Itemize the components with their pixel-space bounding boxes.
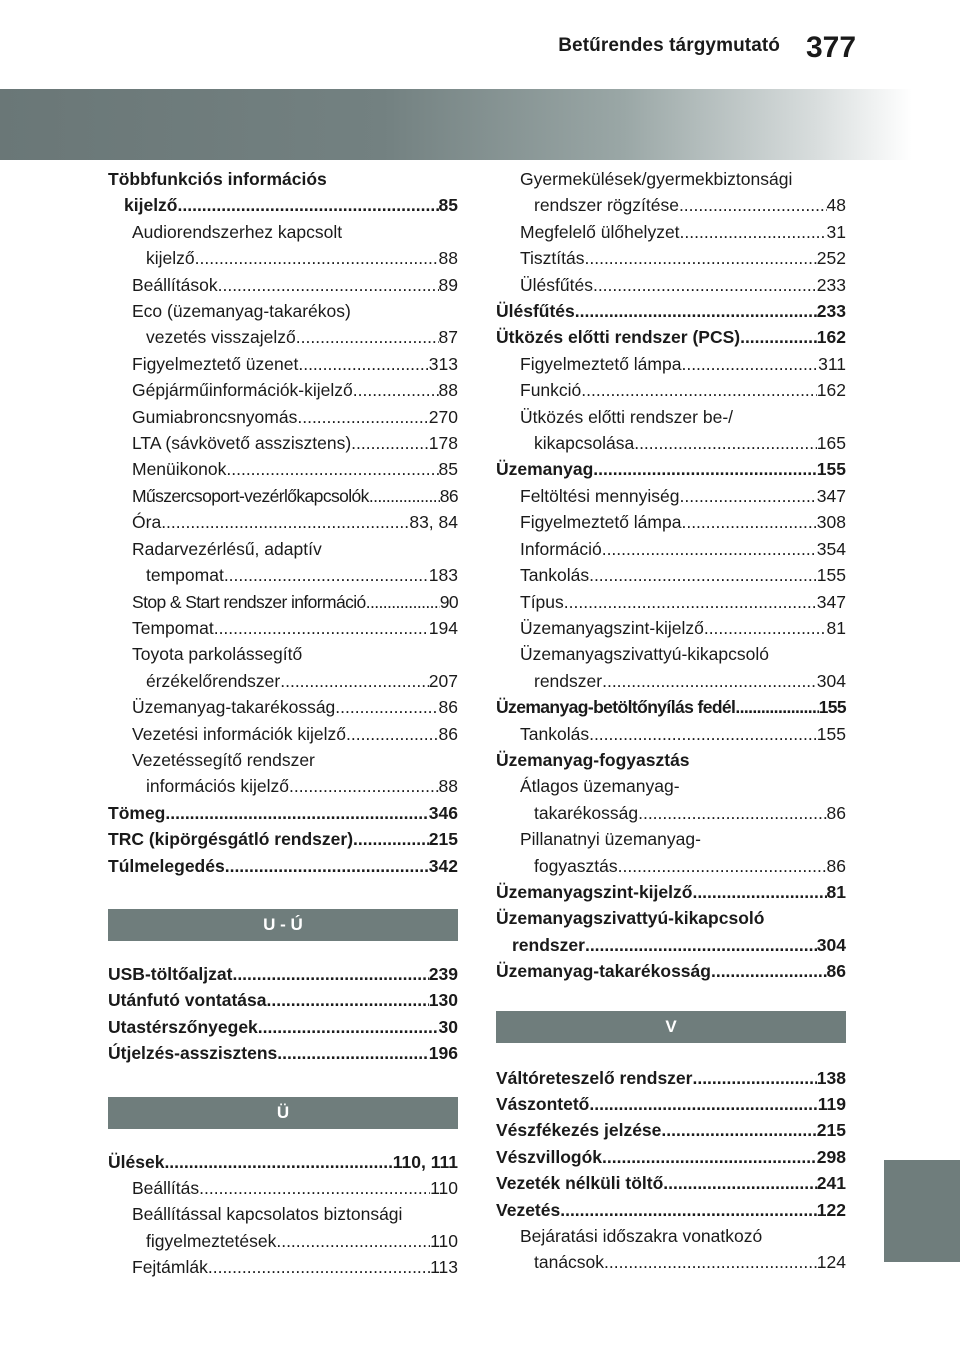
- dot-leader: [214, 615, 429, 641]
- entry-term: információs kijelző: [146, 776, 289, 797]
- entry-page-number: 85: [438, 195, 458, 216]
- entry-term: Üzemanyagszint-kijelző: [496, 881, 693, 902]
- entry-term: USB-töltőaljzat: [108, 963, 233, 984]
- index-entry: [496, 509, 846, 535]
- dot-leader: [602, 1144, 817, 1170]
- dot-leader: [711, 958, 827, 984]
- entry-page-number: 90: [439, 591, 458, 612]
- entry-term: Vezetési információk kijelző: [132, 723, 346, 744]
- index-entry: [496, 721, 846, 747]
- index-group: [108, 166, 458, 879]
- dot-leader: [593, 272, 817, 298]
- section-header-v: V: [496, 1011, 846, 1043]
- entry-term: Menüikonok: [132, 459, 227, 480]
- entry-term: Fejtámlák: [132, 1257, 208, 1278]
- entry-term: Vészvillogók: [496, 1146, 603, 1167]
- dot-leader: [224, 562, 429, 588]
- header-band: [0, 89, 960, 160]
- index-entry: [108, 456, 458, 482]
- entry-page-number: 347: [816, 591, 846, 612]
- entry-term: Gépjárműinformációk-kijelző: [132, 380, 353, 401]
- index-entry: Üzemanyag-fogyasztás: [496, 749, 690, 770]
- entry-page-number: 81: [826, 881, 846, 902]
- entry-term: vezetés visszajelző: [146, 327, 296, 348]
- dot-leader: [593, 456, 817, 482]
- entry-page-number: 30: [438, 1016, 458, 1037]
- dot-leader: [346, 721, 439, 747]
- entry-term: Túlmelegedés: [108, 855, 225, 876]
- dot-leader: [296, 324, 439, 350]
- index-entry: [108, 1040, 458, 1066]
- index-entry: [108, 1149, 458, 1175]
- index-entry: [496, 192, 846, 218]
- index-group: [108, 1149, 458, 1281]
- index-entry: Vezetéssegítő rendszer: [132, 749, 315, 770]
- index-entry: [108, 826, 458, 852]
- index-entry: [108, 483, 458, 509]
- entry-term: Üzemanyag: [496, 459, 594, 480]
- entry-term: Üzemanyag-takarékosság: [132, 697, 336, 718]
- dot-leader: [681, 351, 818, 377]
- dot-leader: [277, 1040, 429, 1066]
- index-entry: [496, 1065, 846, 1091]
- section-header-u: U - Ú: [108, 909, 458, 941]
- entry-term: Tempomat: [132, 617, 214, 638]
- index-entry: [496, 958, 846, 984]
- index-entry: [496, 1091, 846, 1117]
- dot-leader: [634, 430, 817, 456]
- index-group: [496, 1065, 846, 1276]
- entry-term: Utastérszőnyegek: [108, 1016, 258, 1037]
- entry-term: Ülésfűtés: [496, 301, 575, 322]
- entry-term: Üzemanyagszint-kijelző: [520, 617, 704, 638]
- entry-page-number: 178: [428, 433, 458, 454]
- entry-term: Vészfékezés jelzése: [496, 1120, 662, 1141]
- entry-term: Információ: [520, 538, 602, 559]
- section-header-uu: Ü: [108, 1097, 458, 1129]
- dot-leader: [161, 509, 409, 535]
- entry-term: Útjelzés-asszisztens: [108, 1043, 278, 1064]
- index-group: [496, 166, 846, 985]
- entry-term: Figyelmeztető lámpa: [520, 512, 682, 533]
- entry-term: Ütközés előtti rendszer (PCS): [496, 327, 741, 348]
- index-entry: [496, 298, 846, 324]
- index-entry: Gyermekülések/gyermekbiztonsági: [520, 169, 793, 189]
- index-entry: [496, 1144, 846, 1170]
- index-entry: Beállítással kapcsolatos biztonsági: [132, 1204, 403, 1225]
- index-entry: [108, 404, 458, 430]
- index-entry: [496, 1170, 846, 1196]
- dot-leader: [581, 377, 817, 403]
- entry-term: takarékosság: [534, 802, 639, 823]
- entry-page-number: 110, 111: [392, 1151, 458, 1172]
- dot-leader: [178, 192, 439, 218]
- dot-leader: [369, 483, 440, 509]
- entry-term: Óra: [132, 512, 162, 533]
- entry-term: Funkció: [520, 380, 582, 401]
- dot-leader: [589, 721, 817, 747]
- entry-page-number: 183: [428, 565, 458, 586]
- index-entry: [496, 615, 846, 641]
- entry-page-number: 304: [816, 934, 846, 955]
- index-entry: [108, 694, 458, 720]
- index-entry: [108, 961, 458, 987]
- dot-leader: [704, 615, 827, 641]
- dot-leader: [297, 404, 428, 430]
- dot-leader: [226, 456, 438, 482]
- index-entry: Radarvezérlésű, adaptív: [132, 538, 322, 559]
- entry-page-number: 119: [817, 1094, 846, 1114]
- index-entry: [496, 1249, 846, 1275]
- entry-page-number: 88: [438, 248, 458, 269]
- entry-page-number: 304: [816, 670, 846, 691]
- entry-page-number: 155: [816, 459, 846, 480]
- entry-page-number: 233: [816, 274, 846, 295]
- entry-term: rendszer: [512, 934, 585, 955]
- entry-page-number: 88: [438, 380, 458, 401]
- entry-page-number: 239: [428, 963, 458, 984]
- entry-term: Ülések: [108, 1151, 165, 1172]
- index-entry: [108, 1228, 458, 1254]
- entry-page-number: 110: [430, 1178, 458, 1198]
- dot-leader: [740, 324, 817, 350]
- entry-term: Utánfutó vontatása: [108, 990, 267, 1011]
- index-entry: Többfunkciós információs: [108, 169, 327, 189]
- index-entry: [108, 668, 458, 694]
- index-entry: [108, 987, 458, 1013]
- dot-leader: [589, 1091, 817, 1117]
- index-entry: [496, 853, 846, 879]
- entry-page-number: 215: [428, 829, 458, 850]
- dot-leader: [692, 879, 826, 905]
- dot-leader: [280, 668, 429, 694]
- index-entry: [496, 668, 846, 694]
- index-entry: [108, 192, 458, 218]
- entry-term: rendszer: [534, 670, 603, 691]
- entry-page-number: 162: [816, 327, 846, 348]
- dot-leader: [232, 961, 428, 987]
- entry-term: Feltöltési mennyiség: [520, 485, 680, 506]
- entry-term: Váltóreteszelő rendszer: [496, 1067, 693, 1088]
- entry-page-number: 124: [816, 1252, 846, 1273]
- entry-term: Tömeg: [108, 802, 166, 823]
- index-entry: [108, 1254, 458, 1280]
- index-entry: [108, 430, 458, 456]
- entry-page-number: 86: [826, 855, 846, 876]
- entry-page-number: 110: [430, 1230, 458, 1251]
- dot-leader: [575, 298, 817, 324]
- entry-term: Gumiabroncsnyomás: [132, 406, 298, 427]
- entry-term: Vászontető: [496, 1094, 590, 1114]
- index-entry: Toyota parkolássegítő: [132, 644, 303, 665]
- dot-leader: [638, 800, 826, 826]
- dot-leader: [661, 1117, 816, 1143]
- index-entry: [496, 589, 846, 615]
- entry-term: érzékelőrendszer: [146, 670, 281, 691]
- entry-term: kikapcsolása: [534, 433, 635, 454]
- dot-leader: [353, 826, 429, 852]
- entry-term: Beállítások: [132, 274, 218, 295]
- entry-page-number: 87: [438, 327, 458, 348]
- index-entry: Ütközés előtti rendszer be-/: [520, 406, 734, 427]
- dot-leader: [164, 1149, 392, 1175]
- entry-page-number: 86: [438, 723, 458, 744]
- entry-term: Figyelmeztető lámpa: [520, 353, 682, 374]
- index-entry: [496, 562, 846, 588]
- dot-leader: [298, 351, 428, 377]
- dot-leader: [208, 1254, 430, 1280]
- entry-term: Ülésfűtés: [520, 274, 593, 295]
- index-entry: [496, 377, 846, 403]
- index-entry: Átlagos üzemanyag-: [520, 776, 680, 797]
- dot-leader: [335, 694, 438, 720]
- entry-page-number: 270: [428, 406, 458, 427]
- dot-leader: [195, 245, 439, 271]
- entry-term: tanácsok: [534, 1252, 605, 1273]
- dot-leader: [199, 1175, 430, 1201]
- dot-leader: [585, 245, 817, 271]
- entry-term: figyelmeztetések: [146, 1230, 277, 1251]
- entry-term: Vezetés: [496, 1199, 561, 1220]
- entry-page-number: 313: [428, 353, 458, 374]
- entry-page-number: 85: [438, 459, 458, 480]
- index-entry: [496, 483, 846, 509]
- chapter-thumb-tab: [884, 1160, 960, 1262]
- index-entry: [108, 509, 458, 535]
- index-group: [108, 961, 458, 1067]
- index-entry: [108, 562, 458, 588]
- index-entry: [108, 615, 458, 641]
- entry-term: Tankolás: [520, 723, 590, 744]
- entry-page-number: 298: [816, 1146, 846, 1167]
- dot-leader: [353, 377, 439, 403]
- index-entry: Bejáratási időszakra vonatkozó: [520, 1226, 763, 1247]
- entry-page-number: 196: [428, 1043, 458, 1064]
- dot-leader: [681, 509, 816, 535]
- dot-leader: [602, 668, 817, 694]
- index-entry: [496, 1197, 846, 1223]
- index-entry: [108, 721, 458, 747]
- entry-page-number: 155: [816, 565, 846, 586]
- dot-leader: [680, 483, 817, 509]
- entry-term: Tankolás: [520, 565, 590, 586]
- entry-term: Beállítás: [132, 1178, 200, 1198]
- dot-leader: [680, 219, 827, 245]
- entry-page-number: 89: [438, 274, 458, 295]
- dot-leader: [218, 272, 439, 298]
- entry-term: Stop & Start rendszer információ: [132, 591, 366, 612]
- entry-page-number: 252: [816, 248, 846, 269]
- index-entry: [108, 351, 458, 377]
- index-entry: [108, 1175, 458, 1201]
- entry-page-number: 194: [428, 617, 458, 638]
- dot-leader: [266, 987, 428, 1013]
- entry-page-number: 233: [816, 301, 846, 322]
- entry-term: Üzemanyag-betöltőnyílás fedél: [496, 697, 736, 718]
- index-entry: [108, 245, 458, 271]
- entry-term: Tisztítás: [520, 248, 585, 269]
- entry-page-number: 308: [816, 512, 846, 533]
- index-entry: [108, 589, 458, 615]
- entry-term: kijelző: [124, 195, 178, 216]
- index-entry: Eco (üzemanyag-takarékos): [132, 301, 351, 322]
- entry-term: Üzemanyag-takarékosság: [496, 961, 711, 982]
- dot-leader: [258, 1014, 439, 1040]
- dot-leader: [560, 1197, 817, 1223]
- index-entry: [496, 219, 846, 245]
- entry-term: Megfelelő ülőhelyzet: [520, 221, 680, 242]
- entry-page-number: 83, 84: [409, 512, 458, 533]
- index-entry: [108, 773, 458, 799]
- index-entry: [108, 1014, 458, 1040]
- entry-page-number: 86: [438, 697, 458, 718]
- entry-page-number: 122: [816, 1199, 846, 1220]
- entry-page-number: 346: [428, 802, 458, 823]
- index-entry: Audiorendszerhez kapcsolt: [132, 221, 343, 242]
- entry-term: TRC (kipörgésgátló rendszer): [108, 829, 354, 850]
- entry-page-number: 86: [826, 961, 846, 982]
- page-number: 377: [806, 31, 857, 64]
- index-entry: [496, 694, 846, 720]
- entry-term: Műszercsoport-vezérlőkapcsolók: [132, 485, 369, 506]
- index-entry: [496, 800, 846, 826]
- entry-page-number: 81: [826, 617, 846, 638]
- entry-page-number: 31: [826, 221, 846, 242]
- entry-page-number: 48: [826, 195, 846, 216]
- dot-leader: [589, 562, 817, 588]
- dot-leader: [366, 589, 440, 615]
- entry-page-number: 354: [816, 538, 846, 559]
- index-entry: [496, 456, 846, 482]
- index-entry: [496, 245, 846, 271]
- index-entry: [108, 800, 458, 826]
- entry-page-number: 342: [428, 855, 458, 876]
- entry-page-number: 155: [818, 697, 846, 718]
- dot-leader: [276, 1228, 430, 1254]
- entry-term: tempomat: [146, 565, 224, 586]
- index-entry: [496, 272, 846, 298]
- entry-page-number: 86: [826, 802, 846, 823]
- entry-page-number: 155: [816, 723, 846, 744]
- entry-page-number: 207: [428, 670, 458, 691]
- entry-term: Típus: [520, 591, 564, 612]
- dot-leader: [663, 1170, 817, 1196]
- entry-page-number: 347: [816, 485, 846, 506]
- index-entry: [108, 377, 458, 403]
- entry-page-number: 215: [816, 1120, 846, 1141]
- index-entry: [496, 351, 846, 377]
- entry-page-number: 88: [438, 776, 458, 797]
- entry-term: Vezeték nélküli töltő: [496, 1173, 664, 1194]
- dot-leader: [564, 589, 817, 615]
- entry-term: kijelző: [146, 248, 195, 269]
- dot-leader: [692, 1065, 816, 1091]
- entry-page-number: 241: [816, 1173, 846, 1194]
- dot-leader: [679, 192, 827, 218]
- index-entry: [496, 932, 846, 958]
- entry-page-number: 138: [816, 1067, 846, 1088]
- index-column-left: [108, 166, 458, 1281]
- entry-page-number: 86: [439, 485, 458, 506]
- index-entry: Üzemanyagszivattyú-kikapcsoló: [520, 644, 769, 665]
- index-entry: [108, 272, 458, 298]
- index-entry: [496, 430, 846, 456]
- entry-page-number: 311: [818, 353, 846, 374]
- entry-term: LTA (sávkövető asszisztens): [132, 433, 352, 454]
- entry-page-number: 130: [428, 990, 458, 1011]
- index-entry: [108, 324, 458, 350]
- index-entry: Pillanatnyi üzemanyag-: [520, 829, 701, 850]
- dot-leader: [735, 694, 818, 720]
- index-entry: [496, 879, 846, 905]
- entry-term: rendszer rögzítése: [534, 195, 679, 216]
- entry-page-number: 165: [816, 433, 846, 454]
- dot-leader: [604, 1249, 817, 1275]
- index-entry: Üzemanyagszivattyú-kikapcsoló: [496, 908, 765, 929]
- dot-leader: [165, 800, 428, 826]
- dot-leader: [602, 536, 817, 562]
- entry-page-number: 113: [430, 1257, 458, 1278]
- dot-leader: [225, 853, 429, 879]
- index-column-right: [496, 166, 846, 1276]
- dot-leader: [289, 773, 439, 799]
- index-entry: [496, 536, 846, 562]
- entry-page-number: 162: [816, 380, 846, 401]
- header-title: Betűrendes tárgymutató: [558, 35, 780, 56]
- dot-leader: [618, 853, 827, 879]
- entry-term: fogyasztás: [534, 855, 618, 876]
- index-entry: [108, 853, 458, 879]
- index-entry: [496, 1117, 846, 1143]
- dot-leader: [351, 430, 429, 456]
- dot-leader: [585, 932, 817, 958]
- entry-term: Figyelmeztető üzenet: [132, 353, 299, 374]
- index-entry: [496, 324, 846, 350]
